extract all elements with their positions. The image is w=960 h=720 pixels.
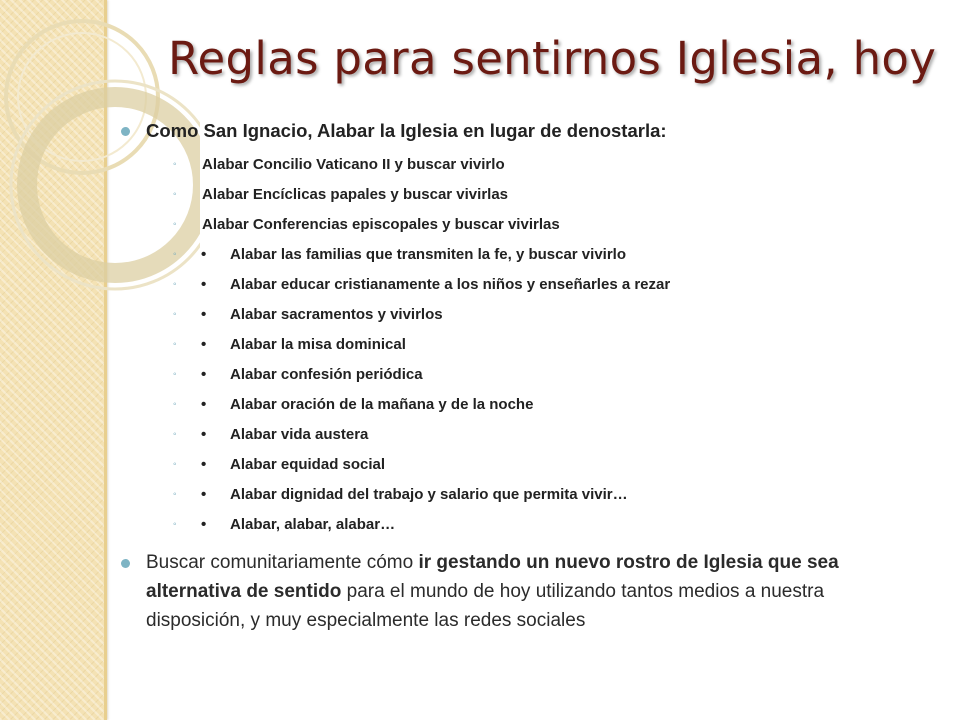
sub-item-text: Alabar confesión periódica [230, 366, 423, 383]
main-point [118, 118, 898, 540]
sub-bullet-icon: ◦ [173, 339, 177, 350]
sub-bullet-icon: ◦ [173, 279, 177, 290]
second-point-text [146, 552, 839, 631]
sub-bullet-icon: ◦ [173, 429, 177, 440]
sub-bullet-icon: ◦ [173, 489, 177, 500]
sub-bullet-icon: ◦ [173, 189, 177, 200]
second-point-part2: para el mundo de hoy utilizando tantos medios a nuestra disposición, y muy especialmente las redes sociales [146, 581, 825, 631]
sub-item [146, 420, 898, 450]
extra-bullet-icon: • [201, 486, 207, 503]
level1-bullet-icon [121, 559, 130, 568]
extra-bullet-icon: • [201, 456, 207, 473]
extra-bullet-icon: • [201, 276, 207, 293]
sub-item [146, 270, 898, 300]
sub-item-text: Alabar Concilio Vaticano II y buscar vivirlo [202, 156, 505, 173]
sub-item [146, 210, 898, 240]
sub-bullet-icon: ◦ [173, 159, 177, 170]
sub-item [146, 450, 898, 480]
sub-item [146, 300, 898, 330]
sub-item [146, 150, 898, 180]
sub-bullet-icon: ◦ [173, 519, 177, 530]
sub-item [146, 510, 898, 540]
sub-bullet-icon: ◦ [173, 309, 177, 320]
sub-item-text: Alabar Encíclicas papales y buscar vivirlas [202, 186, 509, 203]
sub-item-text: Alabar Conferencias episcopales y buscar vivirlas [202, 216, 560, 233]
second-point [118, 548, 898, 635]
sub-item [146, 480, 898, 510]
extra-bullet-icon: • [201, 366, 207, 383]
sub-item [146, 240, 898, 270]
extra-bullet-icon: • [201, 396, 207, 413]
second-point-part1: Buscar comunitariamente cómo [146, 552, 419, 573]
sub-item [146, 180, 898, 210]
sub-item-text: Alabar dignidad del trabajo y salario que permita vivir… [230, 486, 628, 503]
sub-item [146, 390, 898, 420]
extra-bullet-icon: • [201, 516, 207, 533]
sub-item [146, 330, 898, 360]
sub-bullet-icon: ◦ [173, 399, 177, 410]
sub-bullet-icon: ◦ [173, 219, 177, 230]
sub-bullet-icon: ◦ [173, 369, 177, 380]
second-point-emphasis: ir gestando un nuevo rostro de Iglesia que sea alternativa de sentido [146, 552, 839, 602]
sub-bullet-icon: ◦ [173, 459, 177, 470]
sub-bullet-icon: ◦ [173, 249, 177, 260]
sub-item-text: Alabar sacramentos y vivirlos [230, 306, 443, 323]
extra-bullet-icon: • [201, 426, 207, 443]
main-point-text: Como San Ignacio, Alabar la Iglesia en lugar de denostarla: [146, 120, 667, 141]
sub-item-text: Alabar oración de la mañana y de la noche [230, 396, 534, 413]
extra-bullet-icon: • [201, 306, 207, 323]
sub-item [146, 360, 898, 390]
sub-item-text: Alabar equidad social [230, 456, 386, 473]
sub-item-text: Alabar la misa dominical [230, 336, 406, 353]
slide-content [118, 118, 898, 635]
sub-list [146, 150, 898, 540]
level1-bullet-icon [121, 127, 130, 136]
extra-bullet-icon: • [201, 246, 207, 263]
sub-item-text: Alabar educar cristianamente a los niños y enseñarles a rezar [230, 276, 671, 293]
slide-title: Reglas para sentirnos Iglesia, hoy [168, 32, 937, 85]
sub-item-text: Alabar vida austera [230, 426, 369, 443]
sub-item-text: Alabar, alabar, alabar… [230, 516, 396, 533]
extra-bullet-icon: • [201, 336, 207, 353]
sub-item-text: Alabar las familias que transmiten la fe, y buscar vivirlo [230, 246, 626, 263]
